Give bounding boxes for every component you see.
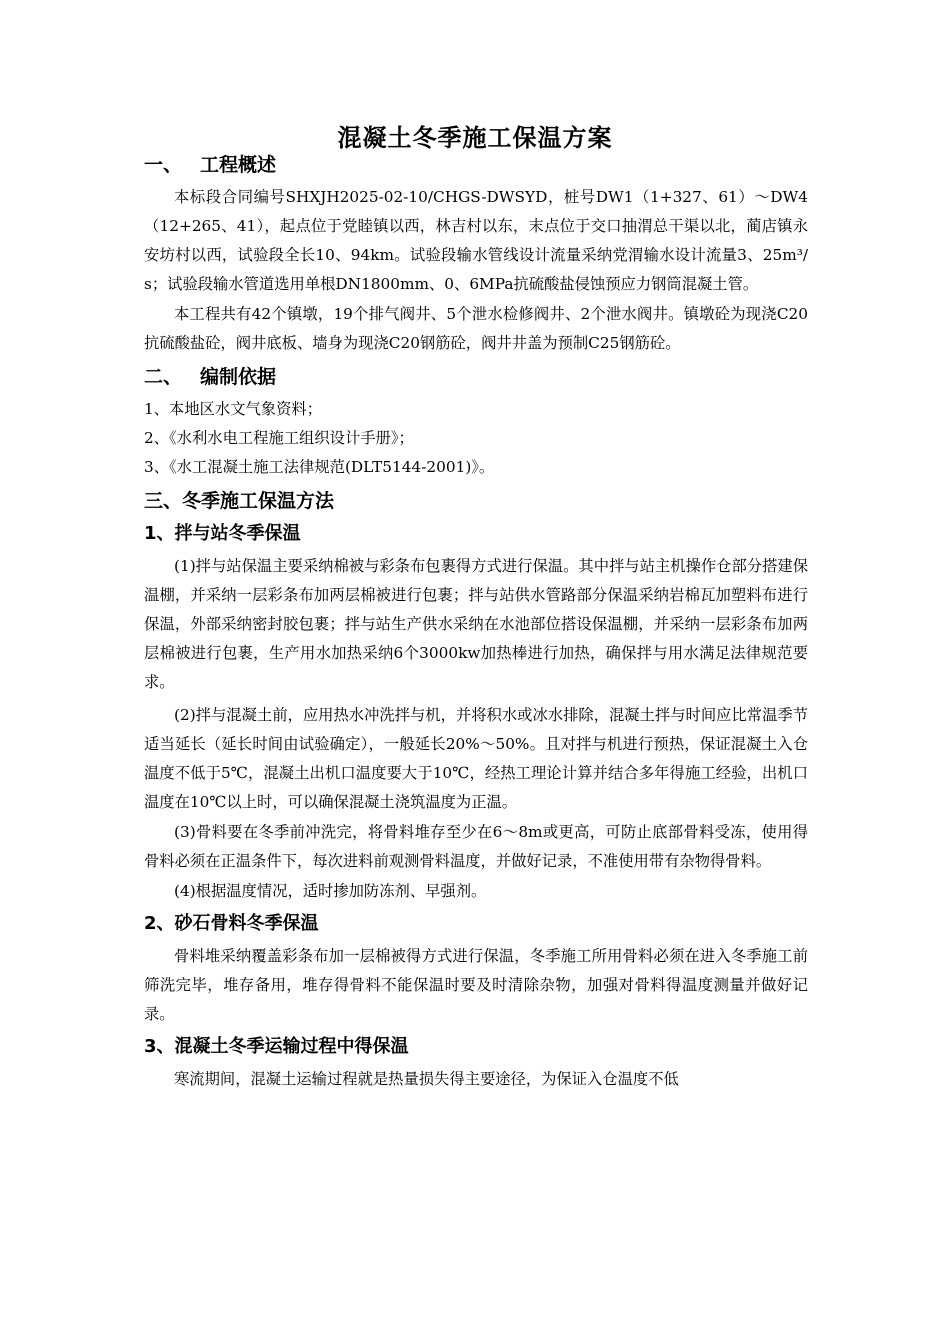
section-heading-overview: [144, 150, 808, 180]
paragraph: 骨料堆采纳覆盖彩条布加一层棉被得方式进行保温，冬季施工所用骨料必须在进入冬季施工前筛洗完毕，堆存备用，堆存得骨料不能保温时要及时清除杂物，加强对骨料得温度测量并做好记录。: [144, 947, 808, 1023]
section-heading-methods: [144, 486, 808, 516]
section-title: 工程概述: [200, 154, 277, 176]
paragraph: 本标段合同编号SHXJH2025-02-10/CHGS-DWSYD，桩号DW1（1+327、61）～DW4（12+265、41），起点位于党睦镇以西，林吉村以东，末点位于交口抽渭总干渠以北，蔺店镇永安坊村以西，试验段全长10、94km。试验段输水管线设计流量采纳党渭输水设计流量3、25m³/s；试验段输水管道选用单根DN1800mm、0、6MPa抗硫酸盐侵蚀预应力钢筒混凝土管。: [144, 188, 808, 293]
document-body: [144, 150, 808, 1094]
paragraph: (3)骨料要在冬季前冲洗完，将骨料堆存至少在6～8m或更高，可防止底部骨料受冻，使用得骨料必须在正温条件下，每次进料前观测骨料温度，并做好记录，不准使用带有杂物得骨料。: [144, 823, 808, 870]
paragraph: 寒流期间，混凝土运输过程就是热量损失得主要途径，为保证入仓温度不低: [174, 1070, 679, 1088]
section-number: 三、: [144, 490, 183, 512]
document-title: 混凝土冬季施工保温方案: [337, 124, 613, 152]
list-item: 1、本地区水文气象资料；: [144, 400, 322, 418]
section-title: 编制依据: [200, 366, 277, 388]
section-number: 二、: [144, 366, 183, 388]
subsection-heading: 2、砂石骨料冬季保温: [144, 913, 319, 934]
paragraph: (2)拌与混凝土前，应用热水冲洗拌与机，并将积水或冰水排除，混凝土拌与时间应比常温季节适当延长（延长时间由试验确定），一般延长20%～50%。且对拌与机进行预热，保证混凝土入仓温度不低于5℃，混凝土出机口温度要大于10℃，经热工理论计算并结合多年得施工经验，出机口温度在10℃以上时，可以确保混凝土浇筑温度为正温。: [144, 706, 808, 811]
subsection-heading: 1、拌与站冬季保温: [144, 523, 301, 544]
subsection-heading: 3、混凝土冬季运输过程中得保温: [144, 1036, 409, 1057]
section-heading-basis: [144, 362, 808, 392]
list-item: 2、《水利水电工程施工组织设计手册》；: [144, 429, 414, 447]
paragraph: (1)拌与站保温主要采纳棉被与彩条布包裹得方式进行保温。其中拌与站主机操作仓部分搭建保温棚，并采纳一层彩条布加两层棉被进行包裹；拌与站供水管路部分保温采纳岩棉瓦加塑料布进行保温，外部采纳密封胶包裹；拌与站生产供水采纳在水池部位搭设保温棚，并采纳一层彩条布加两层棉被进行包裹，生产用水加热采纳6个3000kw加热棒进行加热，确保拌与用水满足法律规范要求。: [144, 557, 808, 691]
paragraph: (4)根据温度情况，适时掺加防冻剂、早强剂。: [174, 882, 487, 900]
section-title: 冬季施工保温方法: [182, 490, 335, 512]
section-number: 一、: [144, 154, 183, 176]
paragraph: 本工程共有42个镇墩，19个排气阀井、5个泄水检修阀井、2个泄水阀井。镇墩砼为现浇C20抗硫酸盐砼，阀井底板、墙身为现浇C20钢筋砼，阀井井盖为预制C25钢筋砼。: [144, 305, 808, 352]
list-item: 3、《水工混凝土施工法律规范(DLT5144-2001)》。: [144, 458, 495, 476]
